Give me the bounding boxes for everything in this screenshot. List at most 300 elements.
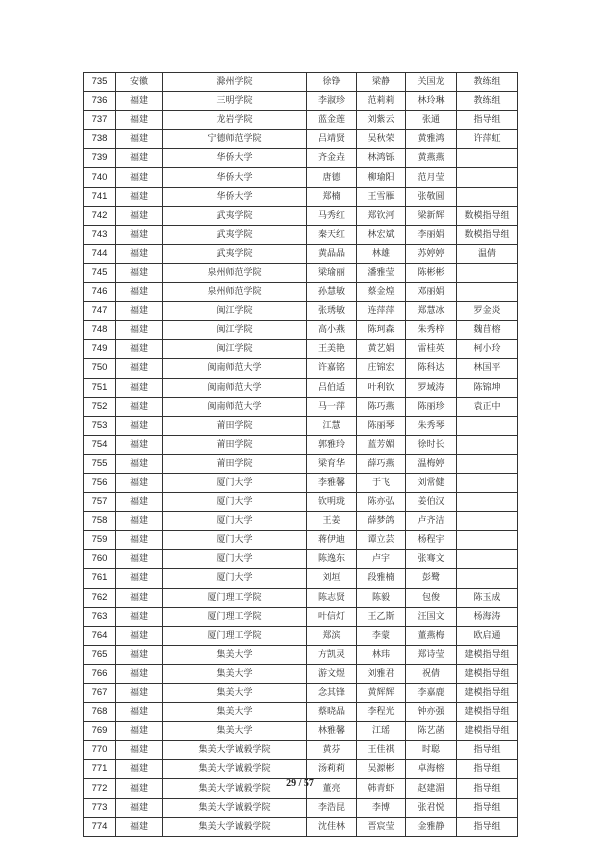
cell-member-3: 张敬圆 (406, 187, 457, 206)
cell-member-2: 段雅楠 (357, 569, 406, 588)
cell-member-2: 陈巧燕 (357, 397, 406, 416)
cell-member-2: 王雪雁 (357, 187, 406, 206)
table-body (84, 73, 518, 837)
cell-school: 厦门理工学院 (163, 588, 307, 607)
cell-advisor: 林国平 (457, 359, 518, 378)
table-row (84, 817, 518, 836)
results-table (83, 72, 518, 837)
cell-member-1: 高小燕 (307, 321, 357, 340)
cell-advisor (457, 454, 518, 473)
cell-province: 福建 (116, 664, 163, 683)
cell-school: 闽南师范大学 (163, 359, 307, 378)
cell-member-1: 蒋伊迪 (307, 531, 357, 550)
table-row (84, 626, 518, 645)
cell-school: 闽南师范大学 (163, 378, 307, 397)
cell-member-1: 梁瑜丽 (307, 263, 357, 282)
cell-province: 福建 (116, 397, 163, 416)
cell-school: 集美大学 (163, 722, 307, 741)
cell-member-1: 马一萍 (307, 397, 357, 416)
cell-member-3: 关国龙 (406, 73, 457, 92)
cell-school: 滁州学院 (163, 73, 307, 92)
cell-member-3: 董燕梅 (406, 626, 457, 645)
cell-member-3: 陈科达 (406, 359, 457, 378)
cell-school: 莆田学院 (163, 454, 307, 473)
cell-member-3: 李嘉鹿 (406, 684, 457, 703)
table-row (84, 798, 518, 817)
cell-member-1: 王美艳 (307, 340, 357, 359)
cell-member-3: 刘常健 (406, 473, 457, 492)
cell-member-1: 郑楠 (307, 187, 357, 206)
cell-member-1: 叶信灯 (307, 607, 357, 626)
cell-member-2: 李博 (357, 798, 406, 817)
cell-advisor: 魏苜榕 (457, 321, 518, 340)
cell-member-1: 陈志贤 (307, 588, 357, 607)
cell-member-2: 韩青虾 (357, 779, 406, 798)
cell-number: 757 (84, 493, 116, 512)
cell-advisor: 数模指导组 (457, 225, 518, 244)
cell-member-3: 赵建湄 (406, 779, 457, 798)
cell-province: 福建 (116, 111, 163, 130)
cell-advisor: 指导组 (457, 741, 518, 760)
table-row (84, 130, 518, 149)
cell-province: 福建 (116, 722, 163, 741)
cell-advisor: 欧启通 (457, 626, 518, 645)
cell-advisor (457, 149, 518, 168)
cell-advisor: 建模指导组 (457, 722, 518, 741)
cell-member-3: 彭鹭 (406, 569, 457, 588)
cell-province: 安徽 (116, 73, 163, 92)
cell-member-1: 黄晶晶 (307, 244, 357, 263)
cell-advisor (457, 512, 518, 531)
cell-advisor: 教练组 (457, 92, 518, 111)
cell-member-1: 钦明珑 (307, 493, 357, 512)
cell-school: 厦门大学 (163, 569, 307, 588)
cell-member-3: 汪国文 (406, 607, 457, 626)
cell-member-3: 姜伯汉 (406, 493, 457, 512)
cell-number: 772 (84, 779, 116, 798)
cell-advisor: 建模指导组 (457, 664, 518, 683)
table-row (84, 435, 518, 454)
cell-member-3: 张君悦 (406, 798, 457, 817)
cell-member-2: 蓝芳媚 (357, 435, 406, 454)
cell-member-1: 吕靖贤 (307, 130, 357, 149)
cell-member-2: 王乙斯 (357, 607, 406, 626)
cell-advisor (457, 493, 518, 512)
table-row (84, 111, 518, 130)
table-row (84, 664, 518, 683)
cell-advisor: 建模指导组 (457, 703, 518, 722)
cell-province: 福建 (116, 798, 163, 817)
cell-member-3: 范月莹 (406, 168, 457, 187)
cell-advisor: 指导组 (457, 760, 518, 779)
cell-school: 闽南师范大学 (163, 397, 307, 416)
cell-province: 福建 (116, 550, 163, 569)
table-row (84, 550, 518, 569)
table-row (84, 187, 518, 206)
cell-province: 福建 (116, 512, 163, 531)
cell-member-3: 钟亦强 (406, 703, 457, 722)
table-row (84, 454, 518, 473)
cell-school: 集美大学诚毅学院 (163, 798, 307, 817)
cell-province: 福建 (116, 493, 163, 512)
cell-province: 福建 (116, 569, 163, 588)
cell-school: 集美大学 (163, 703, 307, 722)
cell-school: 武夷学院 (163, 206, 307, 225)
cell-member-2: 卢宇 (357, 550, 406, 569)
cell-province: 福建 (116, 263, 163, 282)
cell-member-1: 刘垣 (307, 569, 357, 588)
cell-number: 741 (84, 187, 116, 206)
table-row (84, 512, 518, 531)
cell-number: 764 (84, 626, 116, 645)
table-row (84, 607, 518, 626)
cell-member-3: 郑慧冰 (406, 302, 457, 321)
cell-number: 736 (84, 92, 116, 111)
cell-province: 福建 (116, 531, 163, 550)
table-row (84, 741, 518, 760)
cell-member-2: 吴源彬 (357, 760, 406, 779)
cell-province: 福建 (116, 168, 163, 187)
cell-province: 福建 (116, 703, 163, 722)
cell-member-1: 董亮 (307, 779, 357, 798)
cell-school: 泉州师范学院 (163, 283, 307, 302)
cell-number: 759 (84, 531, 116, 550)
cell-member-2: 林雄 (357, 244, 406, 263)
cell-member-3: 卢齐洁 (406, 512, 457, 531)
table-row (84, 283, 518, 302)
table-row (84, 263, 518, 282)
cell-advisor: 柯小玲 (457, 340, 518, 359)
cell-member-2: 晋宸莹 (357, 817, 406, 836)
cell-member-3: 祝倩 (406, 664, 457, 683)
cell-province: 福建 (116, 760, 163, 779)
cell-province: 福建 (116, 684, 163, 703)
cell-member-1: 唐德 (307, 168, 357, 187)
cell-school: 莆田学院 (163, 416, 307, 435)
cell-member-2: 叶利钦 (357, 378, 406, 397)
cell-member-2: 郑钦河 (357, 206, 406, 225)
cell-number: 762 (84, 588, 116, 607)
cell-member-1: 王姜 (307, 512, 357, 531)
cell-number: 773 (84, 798, 116, 817)
cell-advisor (457, 550, 518, 569)
cell-member-1: 秦天红 (307, 225, 357, 244)
cell-member-3: 郑诗莹 (406, 645, 457, 664)
cell-school: 闽江学院 (163, 302, 307, 321)
cell-member-1: 孙慧敏 (307, 283, 357, 302)
table-row (84, 493, 518, 512)
table-row (84, 92, 518, 111)
cell-advisor (457, 263, 518, 282)
cell-advisor: 指导组 (457, 111, 518, 130)
cell-school: 泉州师范学院 (163, 263, 307, 282)
cell-province: 福建 (116, 302, 163, 321)
cell-advisor: 建模指导组 (457, 684, 518, 703)
cell-province: 福建 (116, 435, 163, 454)
cell-school: 集美大学 (163, 664, 307, 683)
cell-member-2: 连萍萍 (357, 302, 406, 321)
cell-school: 闽江学院 (163, 321, 307, 340)
cell-member-2: 黄辉辉 (357, 684, 406, 703)
cell-member-1: 吕伯适 (307, 378, 357, 397)
cell-member-1: 许嘉铭 (307, 359, 357, 378)
cell-school: 集美大学诚毅学院 (163, 817, 307, 836)
cell-member-1: 齐金垚 (307, 149, 357, 168)
cell-member-1: 汤莉莉 (307, 760, 357, 779)
cell-advisor (457, 435, 518, 454)
cell-member-2: 陈丽琴 (357, 416, 406, 435)
cell-number: 753 (84, 416, 116, 435)
cell-member-3: 苏婷婷 (406, 244, 457, 263)
cell-school: 集美大学诚毅学院 (163, 741, 307, 760)
cell-advisor: 陈锦坤 (457, 378, 518, 397)
cell-number: 752 (84, 397, 116, 416)
cell-number: 760 (84, 550, 116, 569)
cell-number: 737 (84, 111, 116, 130)
cell-province: 福建 (116, 187, 163, 206)
cell-member-2: 刘紫云 (357, 111, 406, 130)
cell-number: 766 (84, 664, 116, 683)
cell-province: 福建 (116, 779, 163, 798)
table-row (84, 302, 518, 321)
table-row (84, 722, 518, 741)
cell-province: 福建 (116, 340, 163, 359)
cell-member-1: 念其锋 (307, 684, 357, 703)
table-row (84, 684, 518, 703)
cell-advisor: 杨海涛 (457, 607, 518, 626)
cell-member-2: 梁静 (357, 73, 406, 92)
cell-number: 767 (84, 684, 116, 703)
cell-number: 751 (84, 378, 116, 397)
cell-advisor: 陈玉成 (457, 588, 518, 607)
cell-member-1: 郭雅玲 (307, 435, 357, 454)
cell-province: 福建 (116, 416, 163, 435)
cell-member-3: 罗域涛 (406, 378, 457, 397)
cell-advisor (457, 416, 518, 435)
cell-province: 福建 (116, 92, 163, 111)
cell-number: 754 (84, 435, 116, 454)
cell-school: 武夷学院 (163, 225, 307, 244)
table-row (84, 244, 518, 263)
cell-member-1: 徐铮 (307, 73, 357, 92)
table-row (84, 760, 518, 779)
cell-member-1: 郑滨 (307, 626, 357, 645)
cell-province: 福建 (116, 645, 163, 664)
cell-member-2: 陈毅 (357, 588, 406, 607)
cell-school: 闽江学院 (163, 340, 307, 359)
cell-advisor: 建模指导组 (457, 645, 518, 664)
cell-member-3: 时聪 (406, 741, 457, 760)
cell-school: 集美大学 (163, 645, 307, 664)
cell-member-3: 陈丽珍 (406, 397, 457, 416)
cell-member-2: 吴秋荣 (357, 130, 406, 149)
cell-province: 福建 (116, 244, 163, 263)
cell-number: 769 (84, 722, 116, 741)
cell-school: 华侨大学 (163, 149, 307, 168)
cell-member-1: 林雅馨 (307, 722, 357, 741)
cell-member-2: 薛巧燕 (357, 454, 406, 473)
cell-advisor: 教练组 (457, 73, 518, 92)
cell-member-2: 庄锦宏 (357, 359, 406, 378)
cell-advisor: 指导组 (457, 798, 518, 817)
cell-advisor (457, 569, 518, 588)
cell-advisor (457, 283, 518, 302)
cell-member-3: 李丽娟 (406, 225, 457, 244)
cell-school: 华侨大学 (163, 187, 307, 206)
cell-province: 福建 (116, 225, 163, 244)
cell-advisor: 许萍虹 (457, 130, 518, 149)
cell-member-1: 马秀红 (307, 206, 357, 225)
cell-number: 746 (84, 283, 116, 302)
cell-number: 756 (84, 473, 116, 492)
cell-school: 集美大学 (163, 684, 307, 703)
cell-number: 770 (84, 741, 116, 760)
cell-school: 厦门大学 (163, 531, 307, 550)
cell-advisor (457, 531, 518, 550)
cell-member-2: 黄艺娟 (357, 340, 406, 359)
cell-province: 福建 (116, 454, 163, 473)
cell-province: 福建 (116, 359, 163, 378)
cell-member-2: 谭立芸 (357, 531, 406, 550)
cell-member-2: 于飞 (357, 473, 406, 492)
table-row (84, 645, 518, 664)
cell-province: 福建 (116, 321, 163, 340)
cell-advisor: 指导组 (457, 779, 518, 798)
cell-number: 749 (84, 340, 116, 359)
cell-advisor: 温倩 (457, 244, 518, 263)
table-row (84, 225, 518, 244)
cell-advisor (457, 473, 518, 492)
cell-member-3: 林玲琳 (406, 92, 457, 111)
cell-province: 福建 (116, 473, 163, 492)
cell-member-2: 李程光 (357, 703, 406, 722)
table-row (84, 703, 518, 722)
cell-school: 厦门大学 (163, 512, 307, 531)
table-row (84, 149, 518, 168)
cell-province: 福建 (116, 149, 163, 168)
cell-member-3: 陈艺菡 (406, 722, 457, 741)
cell-advisor: 罗金炎 (457, 302, 518, 321)
cell-member-3: 雷桂英 (406, 340, 457, 359)
cell-member-1: 李淑珍 (307, 92, 357, 111)
cell-number: 763 (84, 607, 116, 626)
cell-province: 福建 (116, 378, 163, 397)
cell-number: 745 (84, 263, 116, 282)
cell-province: 福建 (116, 206, 163, 225)
cell-province: 福建 (116, 588, 163, 607)
cell-number: 744 (84, 244, 116, 263)
cell-number: 768 (84, 703, 116, 722)
cell-number: 750 (84, 359, 116, 378)
cell-member-3: 包俊 (406, 588, 457, 607)
table-row (84, 531, 518, 550)
cell-member-1: 陈逸东 (307, 550, 357, 569)
cell-member-2: 林玮 (357, 645, 406, 664)
cell-school: 华侨大学 (163, 168, 307, 187)
cell-member-2: 王佳祺 (357, 741, 406, 760)
cell-member-1: 李浩昆 (307, 798, 357, 817)
table-row (84, 168, 518, 187)
cell-school: 厦门理工学院 (163, 626, 307, 645)
cell-member-2: 刘雅君 (357, 664, 406, 683)
cell-member-3: 邓丽娟 (406, 283, 457, 302)
cell-school: 厦门大学 (163, 473, 307, 492)
cell-member-1: 蔡晓晶 (307, 703, 357, 722)
page-number: 29 / 57 (286, 778, 314, 789)
cell-member-3: 张骞文 (406, 550, 457, 569)
cell-advisor: 指导组 (457, 817, 518, 836)
cell-member-3: 卓海榕 (406, 760, 457, 779)
cell-member-3: 黄燕燕 (406, 149, 457, 168)
cell-school: 武夷学院 (163, 244, 307, 263)
cell-school: 厦门大学 (163, 550, 307, 569)
table-row (84, 73, 518, 92)
cell-school: 厦门大学 (163, 493, 307, 512)
table-row (84, 359, 518, 378)
cell-school: 厦门理工学院 (163, 607, 307, 626)
cell-member-1: 沈佳林 (307, 817, 357, 836)
cell-school: 莆田学院 (163, 435, 307, 454)
cell-member-2: 陈珂森 (357, 321, 406, 340)
cell-member-2: 陈亦弘 (357, 493, 406, 512)
table-row (84, 378, 518, 397)
cell-province: 福建 (116, 607, 163, 626)
cell-member-3: 温梅婷 (406, 454, 457, 473)
table-row (84, 397, 518, 416)
cell-number: 761 (84, 569, 116, 588)
cell-province: 福建 (116, 283, 163, 302)
cell-member-3: 徐时长 (406, 435, 457, 454)
cell-number: 735 (84, 73, 116, 92)
cell-number: 738 (84, 130, 116, 149)
cell-member-1: 蓝金莲 (307, 111, 357, 130)
cell-number: 755 (84, 454, 116, 473)
cell-member-1: 梁育华 (307, 454, 357, 473)
cell-member-2: 李蒙 (357, 626, 406, 645)
cell-member-2: 潘雅莹 (357, 263, 406, 282)
cell-advisor (457, 168, 518, 187)
cell-province: 福建 (116, 626, 163, 645)
table-row (84, 569, 518, 588)
cell-school: 宁德师范学院 (163, 130, 307, 149)
cell-school: 集美大学诚毅学院 (163, 779, 307, 798)
cell-number: 739 (84, 149, 116, 168)
cell-member-3: 朱秀琴 (406, 416, 457, 435)
table-row (84, 473, 518, 492)
cell-number: 740 (84, 168, 116, 187)
cell-member-2: 蔡金煌 (357, 283, 406, 302)
cell-member-2: 林鸿铄 (357, 149, 406, 168)
cell-number: 758 (84, 512, 116, 531)
cell-member-3: 张通 (406, 111, 457, 130)
table-row (84, 588, 518, 607)
cell-number: 742 (84, 206, 116, 225)
cell-province: 福建 (116, 817, 163, 836)
cell-advisor: 袁正中 (457, 397, 518, 416)
table-row (84, 340, 518, 359)
cell-member-3: 杨程宇 (406, 531, 457, 550)
cell-member-2: 薛梦鸽 (357, 512, 406, 531)
cell-member-2: 柳瑜阳 (357, 168, 406, 187)
cell-advisor (457, 187, 518, 206)
cell-member-1: 张琇敏 (307, 302, 357, 321)
cell-number: 747 (84, 302, 116, 321)
cell-member-3: 梁新辉 (406, 206, 457, 225)
table-row (84, 206, 518, 225)
cell-number: 765 (84, 645, 116, 664)
cell-member-1: 游文煜 (307, 664, 357, 683)
cell-member-3: 陈彬彬 (406, 263, 457, 282)
